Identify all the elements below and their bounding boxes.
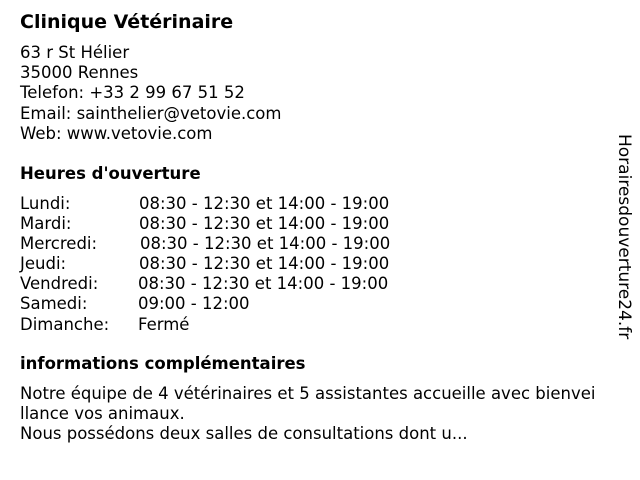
address-city: 35000 Rennes (20, 63, 139, 83)
opening-times: Fermé (138, 314, 190, 334)
address-street: 63 r St Hélier (20, 43, 130, 62)
day-label: Mercredi: (20, 234, 98, 254)
email-address: Email: sainthelier@vetovie.com (20, 103, 282, 123)
opening-times: 09:00 - 12:00 (138, 294, 250, 314)
day-label: Vendredi: (20, 274, 99, 294)
opening-times: 08:30 - 12:30 et 14:00 - 19:00 (139, 254, 390, 274)
day-label: Lundi: (20, 194, 71, 213)
opening-times: 08:30 - 12:30 et 14:00 - 19:00 (139, 194, 390, 213)
contact-block (20, 43, 281, 144)
info-line: Nous possédons deux salles de consultations dont u... (20, 424, 468, 443)
clinic-name: Clinique Vétérinaire (20, 11, 234, 33)
info-line: Notre équipe de 4 vétérinaires et 5 assistantes accueille avec bienvei (20, 384, 596, 403)
day-label: Dimanche: (20, 314, 110, 334)
phone-number: Telefon: +33 2 99 67 51 52 (20, 83, 245, 103)
info-text (20, 384, 595, 444)
website: Web: www.vetovie.com (20, 123, 213, 143)
opening-times: 08:30 - 12:30 et 14:00 - 19:00 (138, 274, 389, 294)
info-heading: informations complémentaires (20, 354, 306, 373)
day-label: Mardi: (20, 214, 72, 234)
day-label: Jeudi: (20, 254, 67, 274)
opening-times: 08:30 - 12:30 et 14:00 - 19:00 (139, 214, 390, 234)
hours-heading: Heures d'ouverture (20, 164, 201, 183)
opening-times: 08:30 - 12:30 et 14:00 - 19:00 (140, 234, 391, 254)
site-watermark: Horairesdouverture24.fr (614, 134, 634, 340)
day-label: Samedi: (20, 294, 88, 314)
info-line: llance vos animaux. (20, 404, 185, 423)
